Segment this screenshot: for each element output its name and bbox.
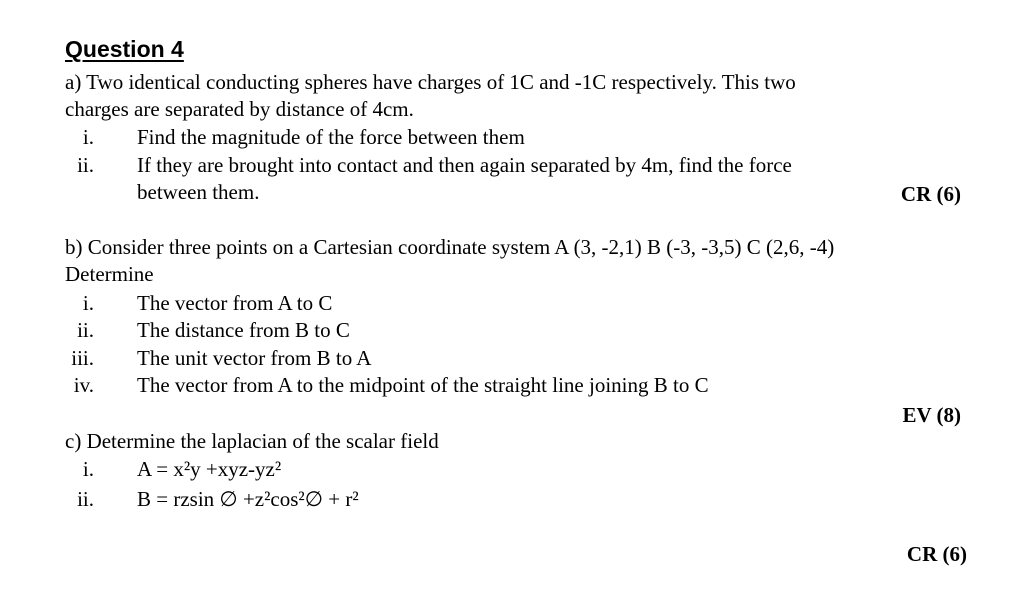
part-c-equation-b: B = rzsin ∅ +z²cos²∅ + r²	[137, 487, 359, 511]
part-b-item-number: i.	[82, 291, 94, 315]
part-a-item-number: i.	[82, 125, 94, 149]
part-b-item-text: The vector from A to C	[137, 291, 333, 315]
part-b-item-text: The unit vector from B to A	[137, 346, 372, 370]
part-c-marks: CR (6)	[906, 542, 967, 566]
part-b-item-number: iv.	[73, 373, 94, 397]
part-a-item-text-continued: between them.	[137, 180, 260, 204]
part-c-intro: c) Determine the laplacian of the scalar field	[65, 429, 439, 453]
part-a-item-text: Find the magnitude of the force between them	[137, 125, 525, 149]
part-a-intro-line1: a) Two identical conducting spheres have charges of 1C and -1C respectively. This two	[65, 70, 796, 94]
part-a-intro-line2: charges are separated by distance of 4cm.	[65, 97, 414, 121]
part-a-item-text: If they are brought into contact and then again separated by 4m, find the force	[137, 153, 792, 177]
part-c-equation-a: A = x²y +xyz-yz²	[137, 457, 282, 481]
part-b-item-number: ii.	[77, 318, 94, 342]
question-title: Question 4	[65, 36, 184, 62]
part-b-item-number: iii.	[71, 346, 94, 370]
part-a-marks: CR (6)	[900, 182, 961, 206]
part-c-item-number: i.	[82, 457, 94, 481]
part-b-intro-line1: b) Consider three points on a Cartesian coordinate system A (3, -2,1) B (-3, -3,5) C (2,6, -4)	[65, 235, 835, 259]
part-b-item-text: The vector from A to the midpoint of the straight line joining B to C	[137, 373, 709, 397]
part-b-item-text: The distance from B to C	[137, 318, 350, 342]
part-a-item-number: ii.	[77, 153, 94, 177]
part-b-marks: EV (8)	[902, 403, 961, 427]
part-b-intro-line2: Determine	[65, 262, 154, 286]
part-c-item-number: ii.	[77, 487, 94, 511]
